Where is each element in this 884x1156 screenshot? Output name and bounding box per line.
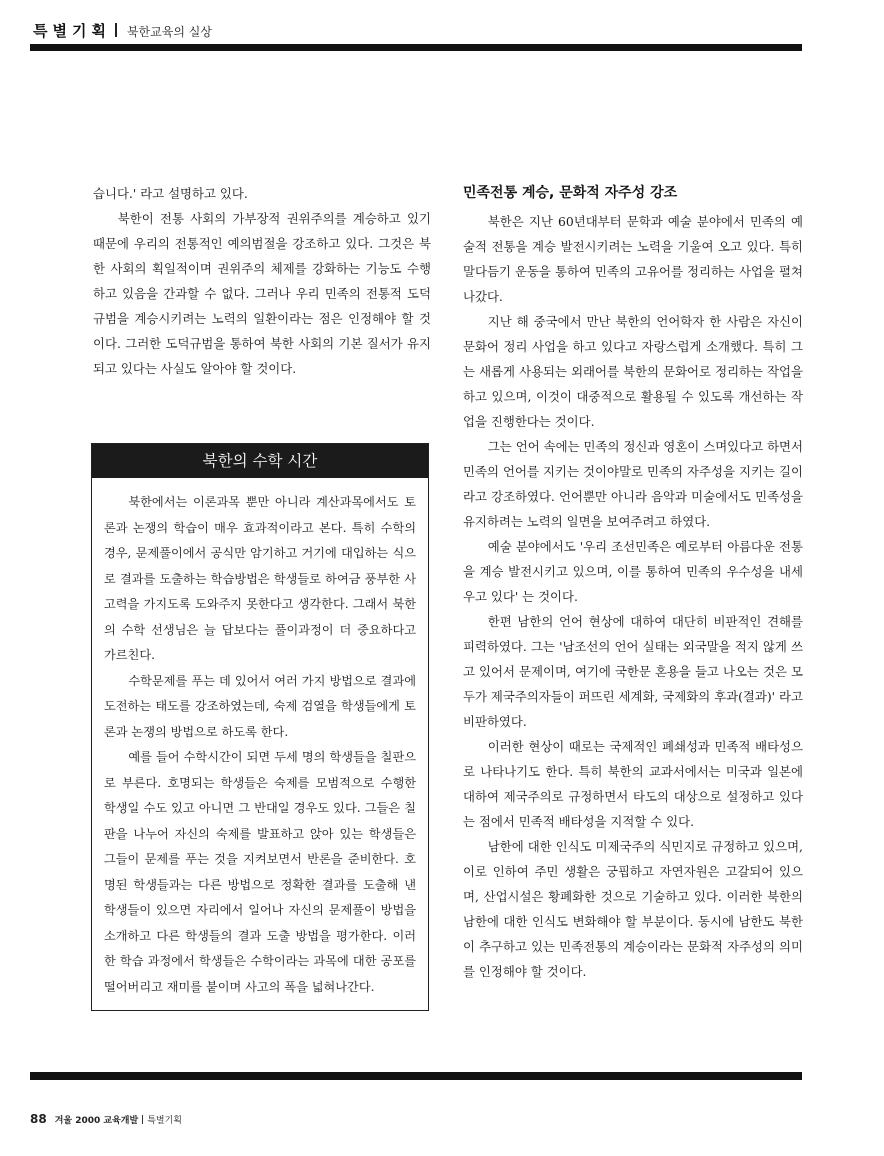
header-divider <box>115 23 117 37</box>
right-paragraph-7: 남한에 대한 인식도 미제국주의 식민지로 규정하고 있으며, 이로 인하여 주민 생활은 궁핍하고 자연자원은 고갈되어 있으며, 산업시설은 황폐화한 것으로 기술하고 있다. 이러한 북한의 남한에 대한 인식도 변화해야 할 부분이다. 동시에 남한도 북한이 추구하고 있는 민족전통의 계승이라는 문화적 자주성의 의미를 인정해야 할 것이다. <box>463 839 803 979</box>
left-column <box>93 181 431 381</box>
box-paragraph-1: 북한에서는 이론과목 뿐만 아니라 계산과목에서도 토론과 논쟁의 학습이 매우 효과적이라고 본다. 특히 수학의 경우, 문제풀이에서 공식만 암기하고 거기에 대입하는 식으로 결과를 도출하는 학습방법은 학생들로 하여금 풍부한 사고력을 가지도록 도와주지 못한다고 생각한다. 그래서 북한의 수학 선생님은 늘 답보다는 풀이과정이 더 중요하다고 가르친다. <box>104 495 416 662</box>
top-rule <box>30 44 802 51</box>
right-paragraph-2: 지난 해 중국에서 만난 북한의 언어학자 한 사람은 자신이 문화어 정리 사업을 하고 있다고 자랑스럽게 소개했다. 특히 그는 새롭게 사용되는 외래어를 북한의 문화어로 정리하는 작업을 하고 있으며, 이것이 대중적으로 활용될 수 있도록 개선하는 작업을 진행한다는 것이다. <box>463 314 803 429</box>
right-paragraph-4: 예술 분야에서도 '우리 조선민족은 예로부터 아름다운 전통을 계승 발전시키고 있으며, 이를 통하여 민족의 우수성을 내세우고 있다' 는 것이다. <box>463 539 803 604</box>
sidebar-box-title: 북한의 수학 시간 <box>92 444 428 478</box>
box-paragraph-3: 예를 들어 수학시간이 되면 두세 명의 학생들을 칠판으로 부른다. 호명되는 학생들은 숙제를 모범적으로 수행한 학생일 수도 있고 아니면 그 반대일 경우도 있다. 그들은 칠판을 나누어 자신의 숙제를 발표하고 앉아 있는 학생들은 그들이 문제를 푸는 것을 지켜보면서 반론을 준비한다. 호명된 학생들과는 다른 방법으로 정확한 결과를 도출해 낸 학생들이 있으면 자리에서 일어나 자신의 문제풀이 방법을 소개하고 다른 학생들의 결과 도출 방법을 평가한다. 이러한 학습 과정에서 학생들은 수학이라는 과목에 대한 공포를 떨어버리고 재미를 붙이며 사고의 폭을 넓혀나간다. <box>104 750 416 994</box>
right-paragraph-5: 한편 남한의 언어 현상에 대하여 대단히 비판적인 견해를 피력하였다. 그는 '남조선의 언어 실태는 외국말을 적지 않게 쓰고 있어서 문제이며, 여기에 국한문 혼용을 들고 나오는 것은 모두가 제국주의자들이 퍼뜨린 세계화, 국제화의 후과(결과)' 라고 비판하였다. <box>463 614 803 729</box>
bottom-rule <box>30 1072 802 1080</box>
header-subtitle: 북한교육의 실상 <box>126 25 212 39</box>
box-paragraph-2: 수학문제를 푸는 데 있어서 여러 가지 방법으로 결과에 도전하는 태도를 강조하였는데, 숙제 검열을 학생들에게 토론과 논쟁의 방법으로 하도록 한다. <box>104 673 416 739</box>
sidebar-box-math-class <box>91 443 429 1011</box>
running-header <box>33 20 212 42</box>
right-paragraph-6: 이러한 현상이 때로는 국제적인 폐쇄성과 민족적 배타성으로 나타나기도 한다. 특히 북한의 교과서에서는 미국과 일본에 대하여 제국주의로 규정하면서 타도의 대상으로 설정하고 있다는 점에서 민족적 배타성을 지적할 수 있다. <box>463 739 803 829</box>
footer-section: 특별기획 <box>147 1116 182 1126</box>
right-paragraph-3: 그는 언어 속에는 민족의 정신과 영혼이 스며있다고 하면서 민족의 언어를 지키는 것이야말로 민족의 자주성을 지키는 길이라고 강조하였다. 언어뿐만 아니라 음악과 미술에서도 민족성을 유지하려는 노력의 일면을 보여주려고 하였다. <box>463 439 803 529</box>
page-number: 88 <box>30 1112 47 1126</box>
right-column <box>463 181 803 984</box>
right-paragraph-1: 북한은 지난 60년대부터 문학과 예술 분야에서 민족의 예술적 전통을 계승 발전시키려는 노력을 기울여 오고 있다. 특히 말다듬기 운동을 통하여 민족의 고유어를 정리하는 사업을 펼쳐나갔다. <box>463 214 803 304</box>
footer-divider <box>142 1115 143 1124</box>
page-footer <box>30 1112 182 1126</box>
sidebar-box-body <box>92 478 428 1000</box>
publication-name: 겨울 2000 교육개발 <box>54 1116 139 1126</box>
section-heading: 민족전통 계승, 문화적 자주성 강조 <box>463 185 678 201</box>
left-paragraph-1: 습니다.' 라고 설명하고 있다. <box>93 186 248 201</box>
header-series-label: 특별기획 <box>33 22 111 40</box>
left-paragraph-2: 북한이 전통 사회의 가부장적 권위주의를 계승하고 있기 때문에 우리의 전통적인 예의범절을 강조하고 있다. 그것은 북한 사회의 획일적이며 권위주의 체제를 강화하는 기능도 수행하고 있음을 간과할 수 없다. 그러나 우리 민족의 전통적 도덕규범을 계승시키려는 노력의 일환이라는 점은 인정해야 할 것이다. 그러한 도덕규범을 통하여 북한 사회의 기본 질서가 유지되고 있다는 사실도 알아야 할 것이다. <box>93 211 431 376</box>
